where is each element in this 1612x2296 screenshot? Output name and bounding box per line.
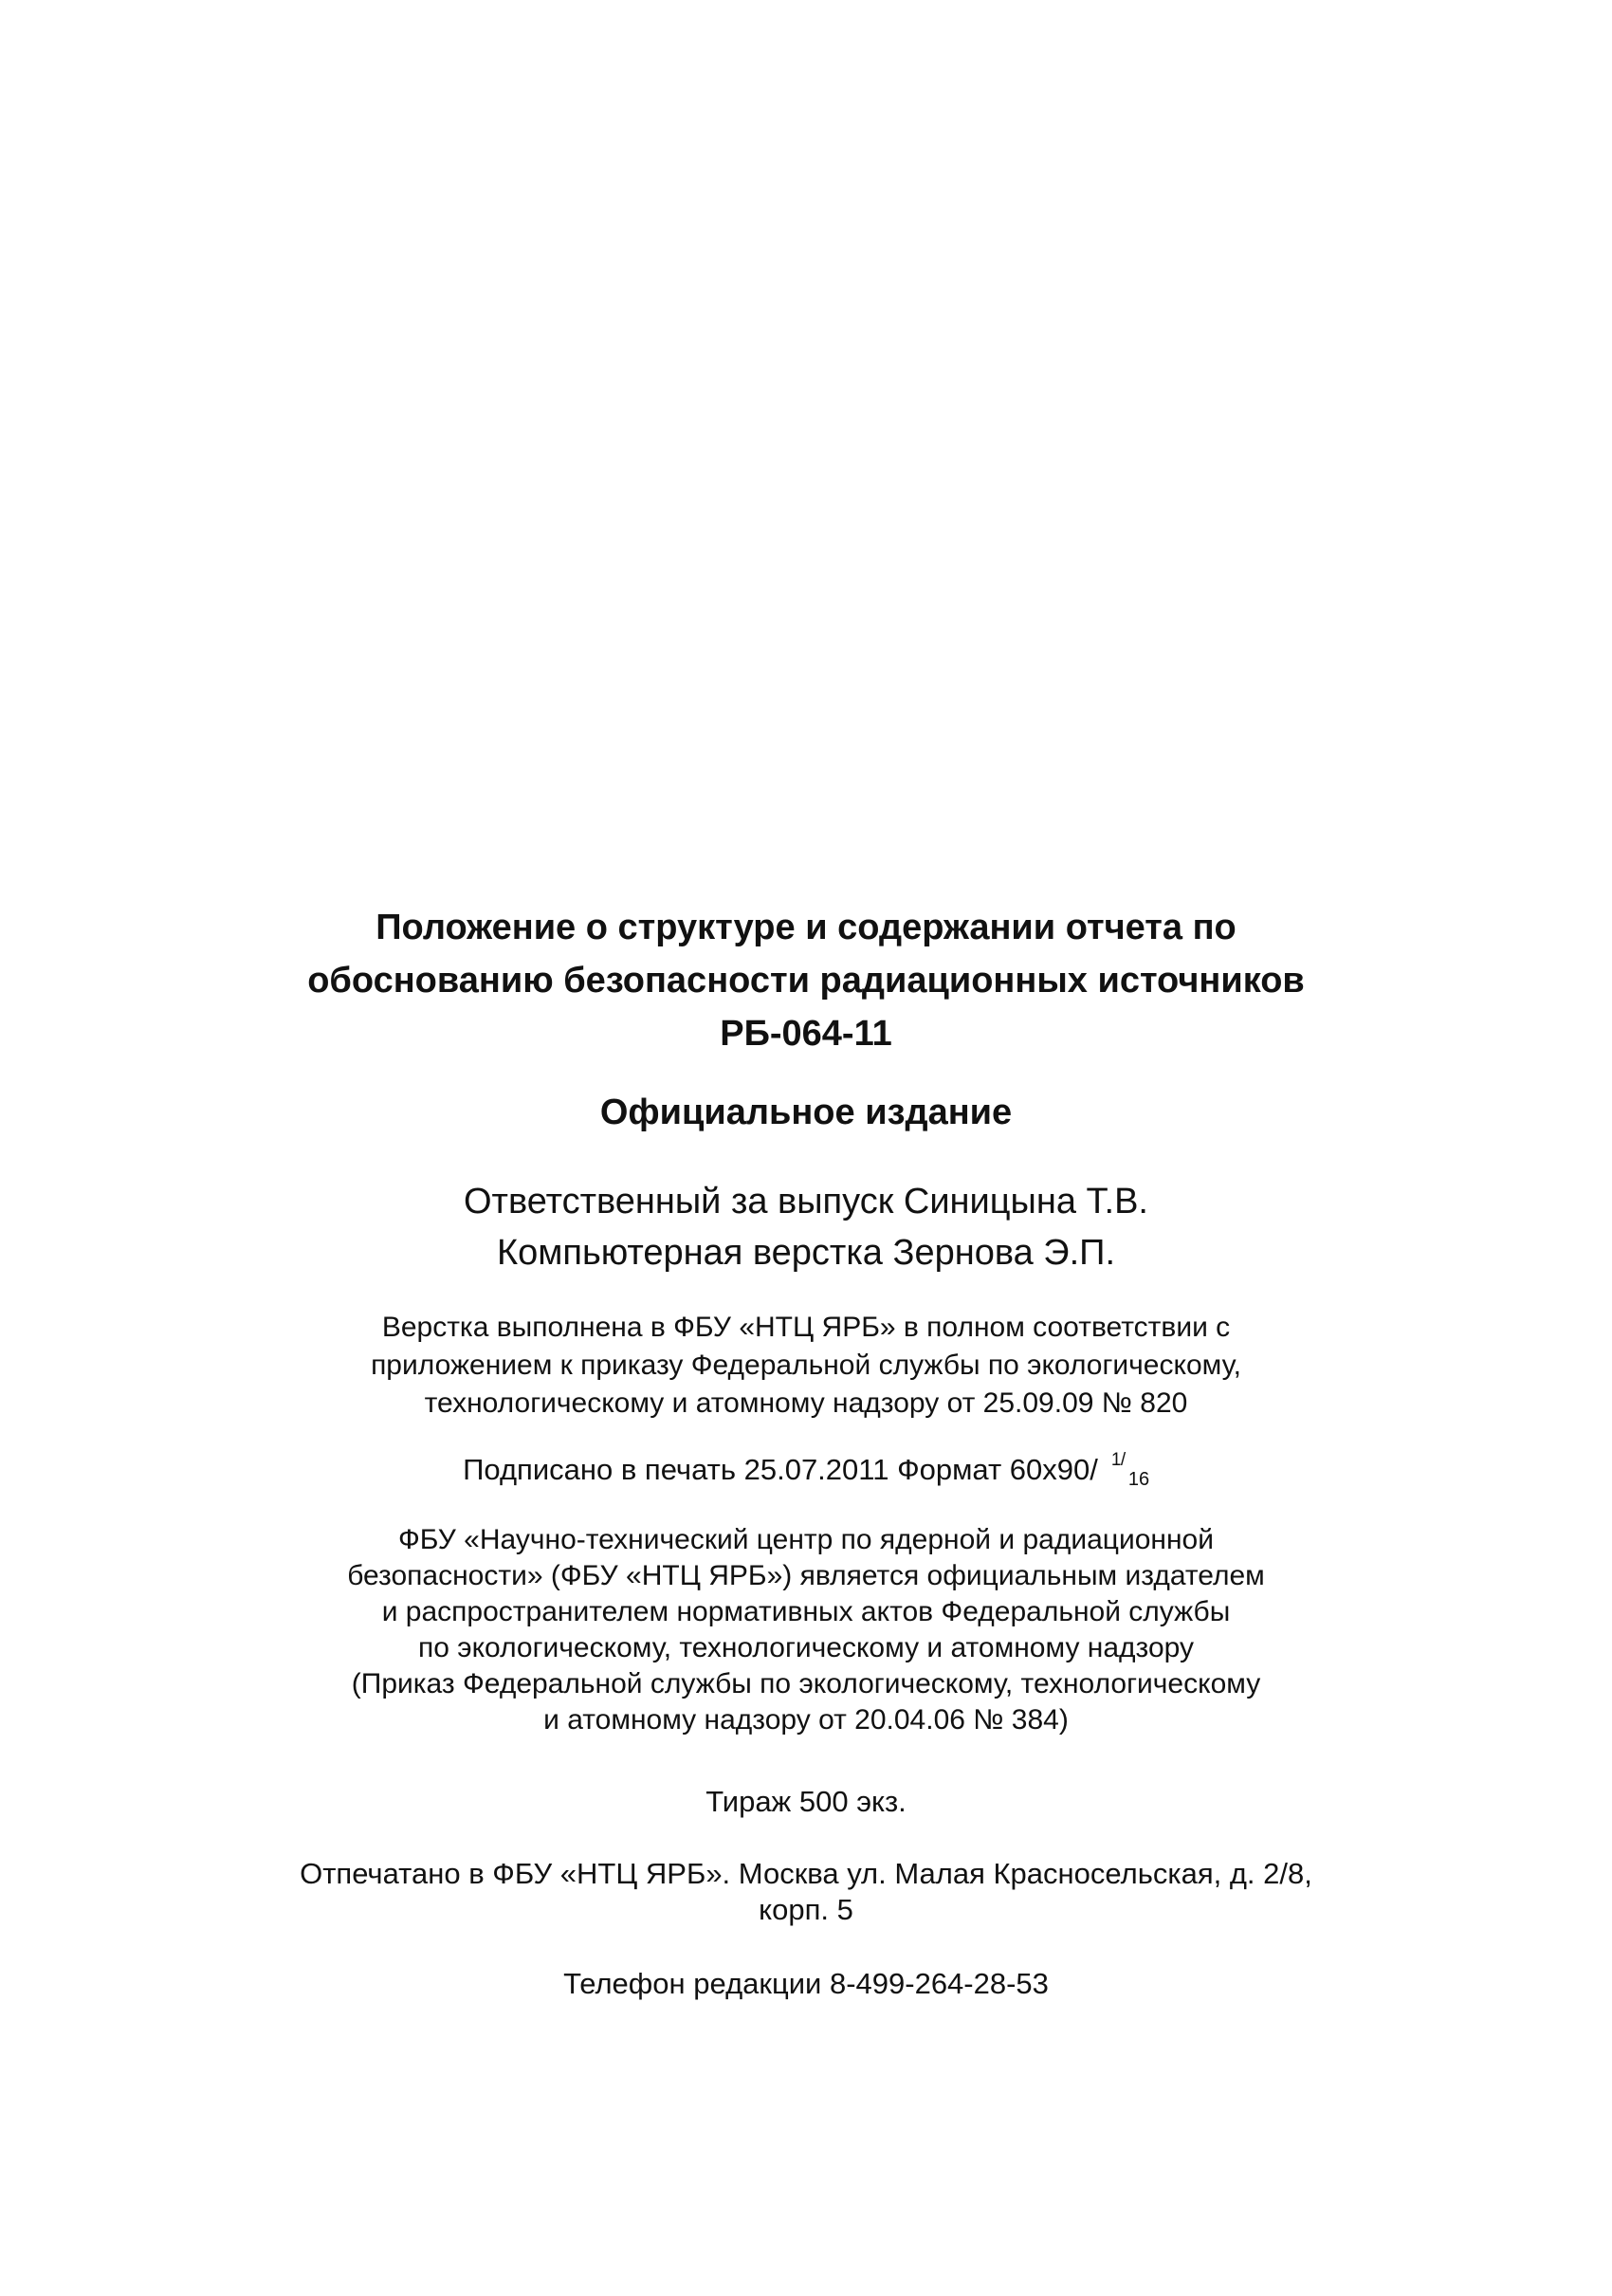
editorial-phone: Телефон редакции 8-499-264-28-53 — [563, 1967, 1049, 2000]
publisher-line-1: ФБУ «Научно-технический центр по ядерной и радиационной — [397, 1524, 1214, 1555]
printing-line-2: корп. 5 — [759, 1893, 853, 1926]
layout-note-line-1: Верстка выполнена в ФБУ «НТЦ ЯРБ» в полном соответствии с — [381, 1312, 1231, 1343]
layout-note-line-2: приложением к приказу Федеральной службы по экологическому, — [371, 1350, 1241, 1381]
print-run: Тираж 500 экз. — [705, 1785, 907, 1818]
publisher-statement — [0, 1522, 1612, 1738]
print-signing-info — [0, 1451, 1612, 1489]
staff-credits — [0, 1176, 1612, 1278]
fraction-numerator: 1 — [1110, 1450, 1122, 1470]
title-line-1: Положение о структуре и содержании отчета по — [376, 908, 1236, 947]
document-title — [0, 901, 1612, 1060]
layout-note-line-3: технологическому и атомному надзору от 25.09.09 № 820 — [424, 1387, 1188, 1419]
layout-designer: Компьютерная верстка Зернова Э.П. — [496, 1233, 1116, 1273]
publisher-line-6: и атомному надзору от 20.04.06 № 384) — [543, 1704, 1069, 1736]
title-line-2: обоснованию безопасности радиационных источников — [307, 961, 1305, 1001]
fraction-slash: / — [1120, 1450, 1127, 1470]
edition-label: Официальное издание — [599, 1093, 1013, 1132]
fraction-denominator: 16 — [1127, 1469, 1150, 1490]
signed-text: Подписано в печать 25.07.2011 Формат 60x90/ — [463, 1453, 1098, 1486]
publisher-line-4: по экологическому, технологическому и атомному надзору — [418, 1632, 1194, 1663]
publisher-line-2: безопасности» (ФБУ «НТЦ ЯРБ») является официальным издателем — [347, 1560, 1265, 1591]
printing-location — [0, 1856, 1612, 1928]
publisher-line-3: и распространителем нормативных актов Федеральной службы — [381, 1596, 1231, 1627]
printing-line-1: Отпечатано в ФБУ «НТЦ ЯРБ». Москва ул. Малая Красносельская, д. 2/8, — [300, 1857, 1312, 1890]
responsible-editor: Ответственный за выпуск Синицына Т.В. — [464, 1182, 1148, 1221]
layout-note — [0, 1309, 1612, 1423]
format-fraction — [1111, 1451, 1149, 1489]
document-code: РБ-064-11 — [720, 1014, 892, 1054]
publisher-line-5: (Приказ Федеральной службы по экологическому, технологическому — [351, 1668, 1261, 1699]
